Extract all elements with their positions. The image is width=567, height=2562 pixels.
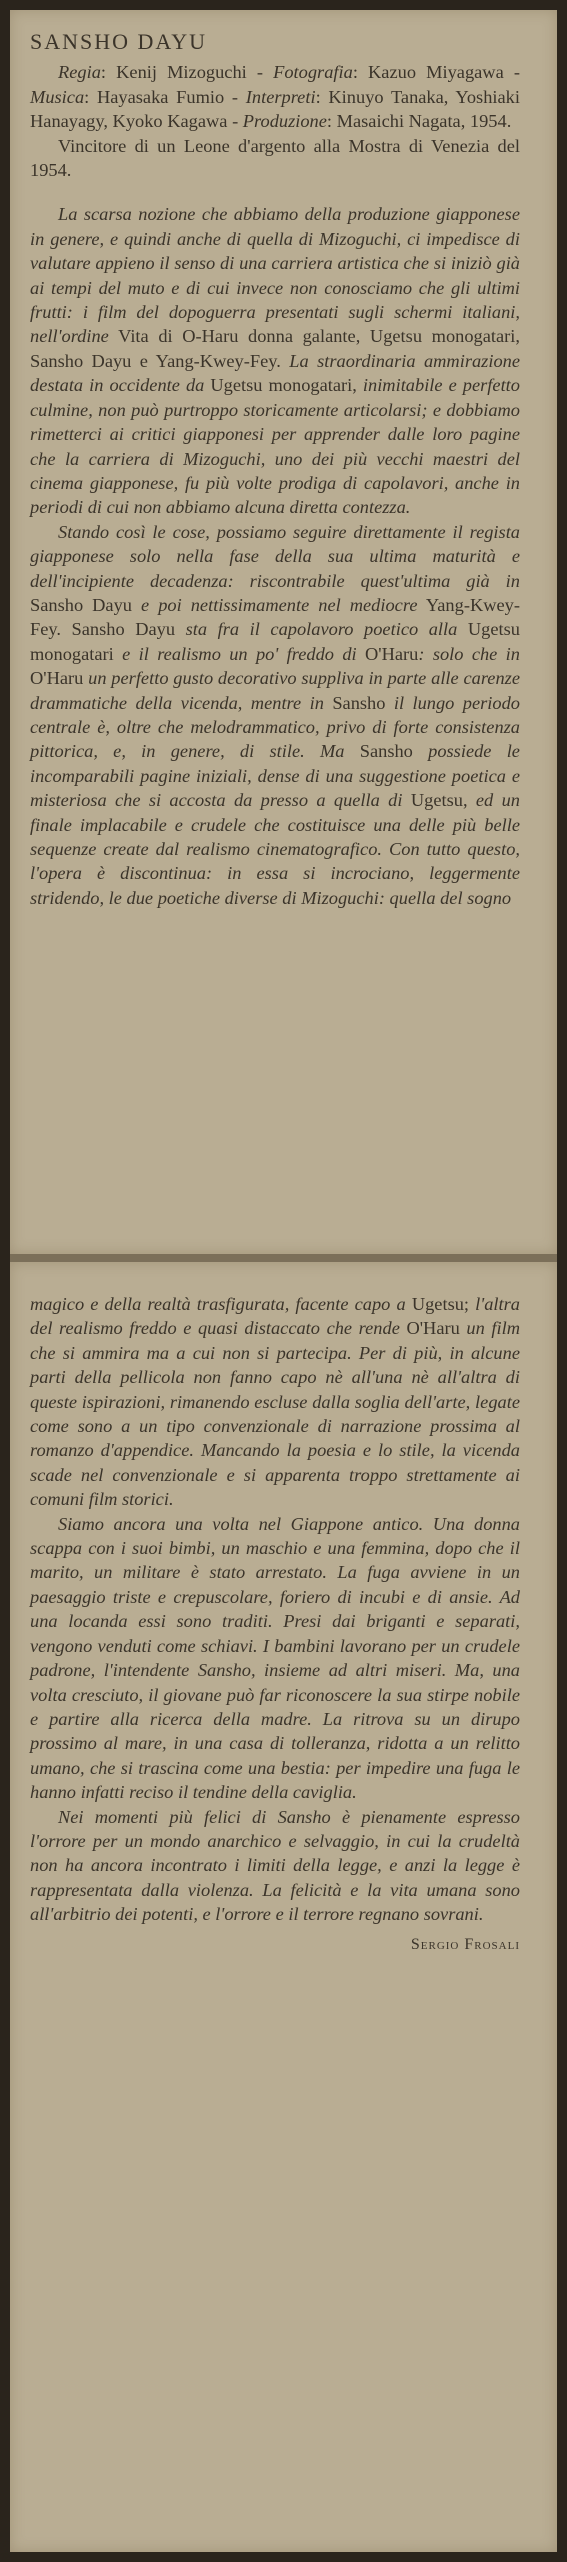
p2c-c: l'altra del realismo freddo e quasi distaccato che rende <box>30 1294 520 1339</box>
p2-g: e il realismo un po' freddo di <box>122 643 357 664</box>
p2-m: il lungo periodo centrale è, oltre che melodrammatico, privo di forte consistenza pittorica, e, in genere, di stile. <box>30 692 520 762</box>
p2-h: O'Haru <box>364 643 419 664</box>
p2-o: Sansho <box>359 741 413 762</box>
p2-k: un perfetto gusto decorativo suppliva in parte alle carenze drammatiche della vicenda, mentre in <box>30 668 520 713</box>
fotografia-value: Kazuo Miyagawa <box>368 62 504 83</box>
p2c-a: magico e della realtà trasfigurata, facente capo a <box>30 1294 406 1314</box>
musica-label: Musica <box>30 86 85 107</box>
p2-l: Sansho <box>332 692 386 713</box>
p2c-d: O'Haru <box>406 1318 460 1339</box>
paragraph-3: Siamo ancora una volta nel Giappone antico. Una donna scappa con i suoi bimbi, un maschio e una femmina, dopo che il marito, un militare è stato arrestato. La fuga avviene in un paesaggio triste e crepuscolare, foriero di incubi e di ansie. Ad una locanda essi sono traditi. Presi dai briganti e separati, vengono venduti come schiavi. I bambini lavorano per un crudele padrone, l'intendente Sansho, insieme ad altri miseri. Ma, una volta cresciuto, il giovane può far riconoscere la sua stirpe nobile e partire alla ricerca della madre. La ritrova su un dirupo prossimo al mare, in una casa di tolleranza, ridotta a un relitto umano, che si trascina come una bestia: per impedire una fuga le hanno infatti reciso il tendine della caviglia. <box>30 1513 520 1803</box>
paragraph-2 <box>30 520 520 911</box>
paragraph-1 <box>30 202 520 519</box>
p2c-e: un film che si ammira ma a cui non si partecipa. Per di più, in alcune parti della pellicola non fanno capo nè all'una nè all'altra di queste ispirazioni, rimanendo escluse dalla soglia dell'arte, legate come sono a un tipo convenzionale di narrazione prossima al romanzo d'appendice. Mancando la poesia e lo stile, la vicenda scade nel convenzionale e si apparenta troppo strettamente ai comuni film storici. <box>30 1318 520 1510</box>
p2-n: Ma <box>319 741 345 762</box>
p1-d: Ugetsu monogatari, <box>210 375 357 396</box>
p2-d: Yang-Kwey-Fey. Sansho Dayu <box>30 594 520 640</box>
p2-i: : solo che in <box>418 643 520 664</box>
produzione-label: Produzione <box>242 111 327 132</box>
paragraph-2-continued <box>30 1292 520 1512</box>
p2-a: Stando così le cose, possiamo seguire direttamente il regista giapponese solo nella fase della sua ultima maturità e dell'incipiente decadenza: riscontrabile quest'ultima già in <box>30 521 520 591</box>
film-title: SANSHO DAYU <box>30 29 208 54</box>
p1-a: La scarsa nozione che abbiamo della produzione giapponese in genere, e quindi anche di quella di Mizoguchi, ci impedisce di valutare appieno il senso di una carriera artistica che si iniziò già ai tempi del muto e di cui invece non conosciamo che gli ultimi frutti: i film del dopoguerra presentati sugli schermi italiani, nell'ordine <box>30 204 520 347</box>
p2c-b: Ugetsu; <box>411 1294 470 1314</box>
p1-c: La straordinaria ammirazione destata in occidente da <box>30 350 520 396</box>
text-column-top <box>30 30 520 910</box>
p2-c: e poi nettissimamente nel mediocre <box>141 594 418 615</box>
author-signature: Sergio Frosali <box>410 1935 520 1953</box>
musica-value: Hayasaka Fumio <box>96 86 225 107</box>
p2-q: Ugetsu, <box>410 790 468 811</box>
credits-block: Regia: Kenij Mizoguchi - Fotografia: Kazuo Miyagawa - Musica: Hayasaka Fumio - Interpreti: Kinuyo Tanaka, Yoshiaki Hanayagy, Kyoko Kagawa - Produzione: Masaichi Nagata, 1954. <box>30 62 520 132</box>
p2-p: possiede le incomparabili pagine iniziali, dense di una suggestione poetica e misteriosa che si accosta da presso a quella di <box>30 741 520 811</box>
text-column-bottom <box>30 1292 520 1957</box>
p2-b: Sansho Dayu <box>30 594 132 615</box>
p2-r: ed un finale implacabile e crudele che costituisce una delle più belle sequenze create dal realismo cinematografico. Con tutto questo, l'opera è discontinua: in essa si incrociano, leggermente stridendo, le due poetiche diverse di Mizoguchi: quella del sogno <box>30 790 520 908</box>
interpreti-label: Interpreti <box>245 86 316 107</box>
paragraph-4: Nei momenti più felici di Sansho è pienamente espresso l'orrore per un mondo anarchico e selvaggio, in cui la crudeltà non ha ancora incontrato i limiti della legge, e anzi la legge è rappresentata dalla violenza. La felicità e la vita umana sono all'arbitrio dei potenti, e l'orrore e il terrore regnano sovrani. <box>30 1806 520 1925</box>
interpreti-value: Kinuyo Tanaka, Yoshiaki Hanayagy, Kyoko Kagawa <box>30 86 520 132</box>
regia-label: Regia <box>58 62 101 83</box>
p1-e: inimitabile e perfetto culmine, non può purtroppo storicamente articolarsi; e dobbiamo rimetterci ai critici giapponesi per apprender dalle loro pagine che la carriera di Mizoguchi, uno dei più vecchi maestri del cinema giapponese, fu più volte prodiga di capolavori, anche in periodi di cui non abbiamo alcuna diretta contezza. <box>30 375 520 518</box>
p2-e: sta fra il capolavoro poetico alla <box>185 619 458 640</box>
fold-crease <box>10 1254 557 1262</box>
p2-j: O'Haru <box>30 668 84 689</box>
fotografia-label: Fotografia <box>273 62 353 83</box>
regia-value: Kenij Mizoguchi <box>116 62 247 83</box>
p1-b: Vita di O-Haru donna galante, Ugetsu monogatari, Sansho Dayu e Yang-Kwey-Fey. <box>30 326 520 371</box>
award-line: Vincitore di un Leone d'argento alla Mostra di Venezia del 1954. <box>30 135 520 181</box>
p2-f: Ugetsu monogatari <box>30 619 521 664</box>
produzione-value: Masaichi Nagata, 1954. <box>336 111 512 132</box>
